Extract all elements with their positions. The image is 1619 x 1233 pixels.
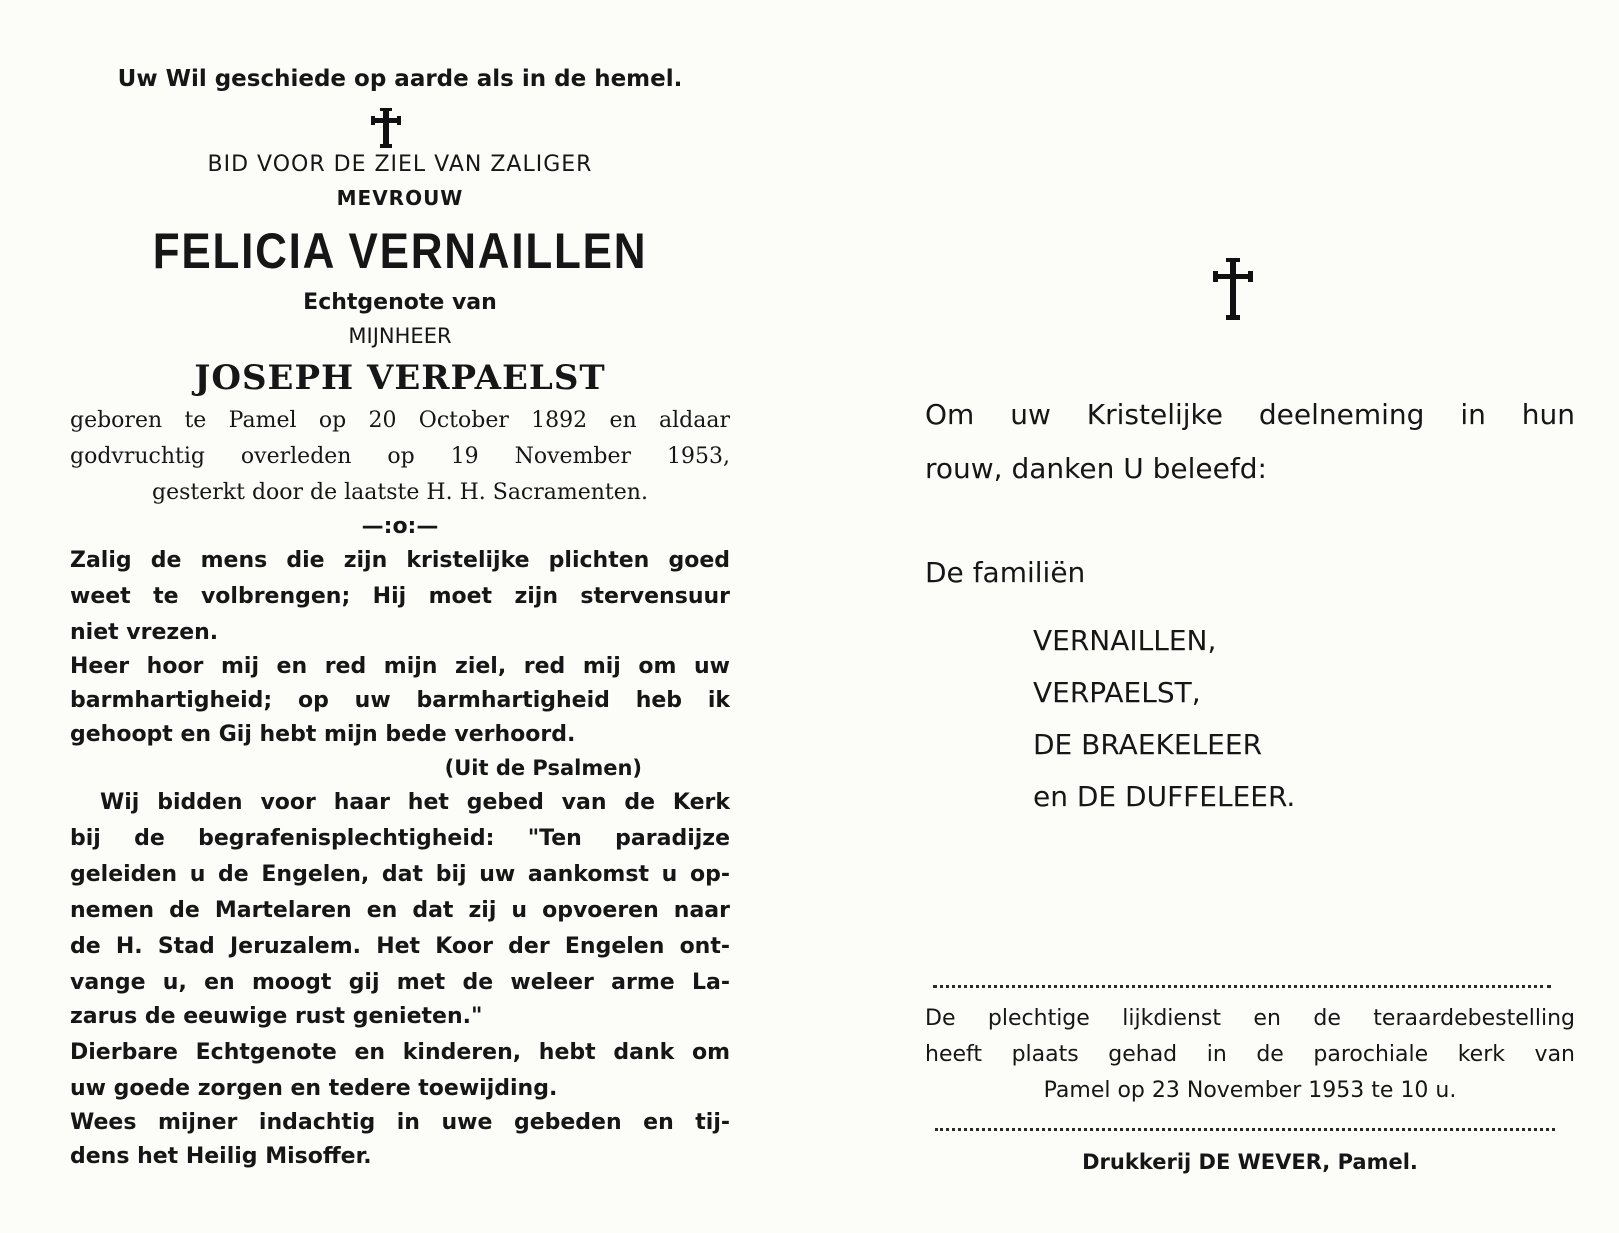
prayer-line: uw goede zorgen en tedere toewijding. (70, 1076, 558, 1101)
family-name: DE BRAEKELEER (1033, 728, 1263, 761)
cross-icon (1213, 258, 1253, 320)
prayer-line: Wees mijner indachtig in uwe gebeden en tij- (70, 1110, 730, 1135)
funeral-line: heeft plaats gehad in de parochiale kerk van (925, 1042, 1575, 1067)
title-mevrouw: MEVROUW (336, 186, 464, 210)
cross-icon (371, 108, 401, 148)
family-name: VERNAILLEN, (1033, 624, 1217, 657)
prayer-line: Heer hoor mij en red mijn ziel, red mij om uw (70, 654, 730, 679)
deceased-name: FELICIA VERNAILLEN (152, 223, 648, 279)
spouse-intro: Echtgenote van (303, 290, 497, 315)
prayer-line: Dierbare Echtgenote en kinderen, hebt dank om (70, 1040, 730, 1065)
dotted-divider (933, 985, 1551, 988)
dotted-divider (935, 1128, 1555, 1131)
prayer-line: de H. Stad Jeruzalem. Het Koor der Engelen ont- (70, 934, 730, 959)
psalm-source: (Uit de Psalmen) (444, 756, 642, 780)
prayer-line: niet vrezen. (70, 620, 219, 645)
prayer-line: Wij bidden voor haar het gebed van de Kerk (100, 790, 730, 815)
motto: Uw Wil geschiede op aarde als in de hemel. (117, 66, 683, 92)
thanks-line: Om uw Kristelijke deelneming in hun (925, 398, 1575, 431)
spouse-name: JOSEPH VERPAELST (194, 358, 606, 398)
family-name: en DE DUFFELEER. (1033, 780, 1296, 813)
bio-line: gesterkt door de laatste H. H. Sacramenten. (152, 480, 648, 505)
printer-credit: Drukkerij DE WEVER, Pamel. (1082, 1150, 1418, 1174)
funeral-line: Pamel op 23 November 1953 te 10 u. (1043, 1078, 1457, 1103)
bio-line: geboren te Pamel op 20 October 1892 en aldaar (70, 408, 730, 433)
prayer-line: bij de begrafenisplechtigheid: "Ten paradijze (70, 826, 730, 851)
bio-line: godvruchtig overleden op 19 November 1953, (70, 444, 730, 469)
prayer-line: geleiden u de Engelen, dat bij uw aankomst u op- (70, 862, 730, 887)
prayer-line: weet te volbrengen; Hij moet zijn stervensuur (70, 584, 730, 609)
prayer-line: zarus de eeuwige rust genieten." (70, 1004, 483, 1029)
family-name: VERPAELST, (1033, 676, 1201, 709)
funeral-line: De plechtige lijkdienst en de teraardebestelling (925, 1006, 1575, 1031)
prayer-line: barmhartigheid; op uw barmhartigheid heb ik (70, 688, 730, 713)
title-mijnheer: MIJNHEER (348, 324, 452, 348)
prayer-line: nemen de Martelaren en dat zij u opvoeren naar (70, 898, 730, 923)
separator: —:o:— (361, 514, 439, 539)
prayer-line: vange u, en moogt gij met de weleer arme La- (70, 970, 730, 995)
thanks-line: rouw, danken U beleefd: (925, 452, 1267, 485)
prayer-line: dens het Heilig Misoffer. (70, 1144, 372, 1169)
prayer-line: Zalig de mens die zijn kristelijke plichten goed (70, 548, 730, 573)
intro-text: BID VOOR DE ZIEL VAN ZALIGER (207, 152, 593, 177)
families-intro: De familiën (925, 556, 1086, 589)
prayer-line: gehoopt en Gij hebt mijn bede verhoord. (70, 722, 576, 747)
